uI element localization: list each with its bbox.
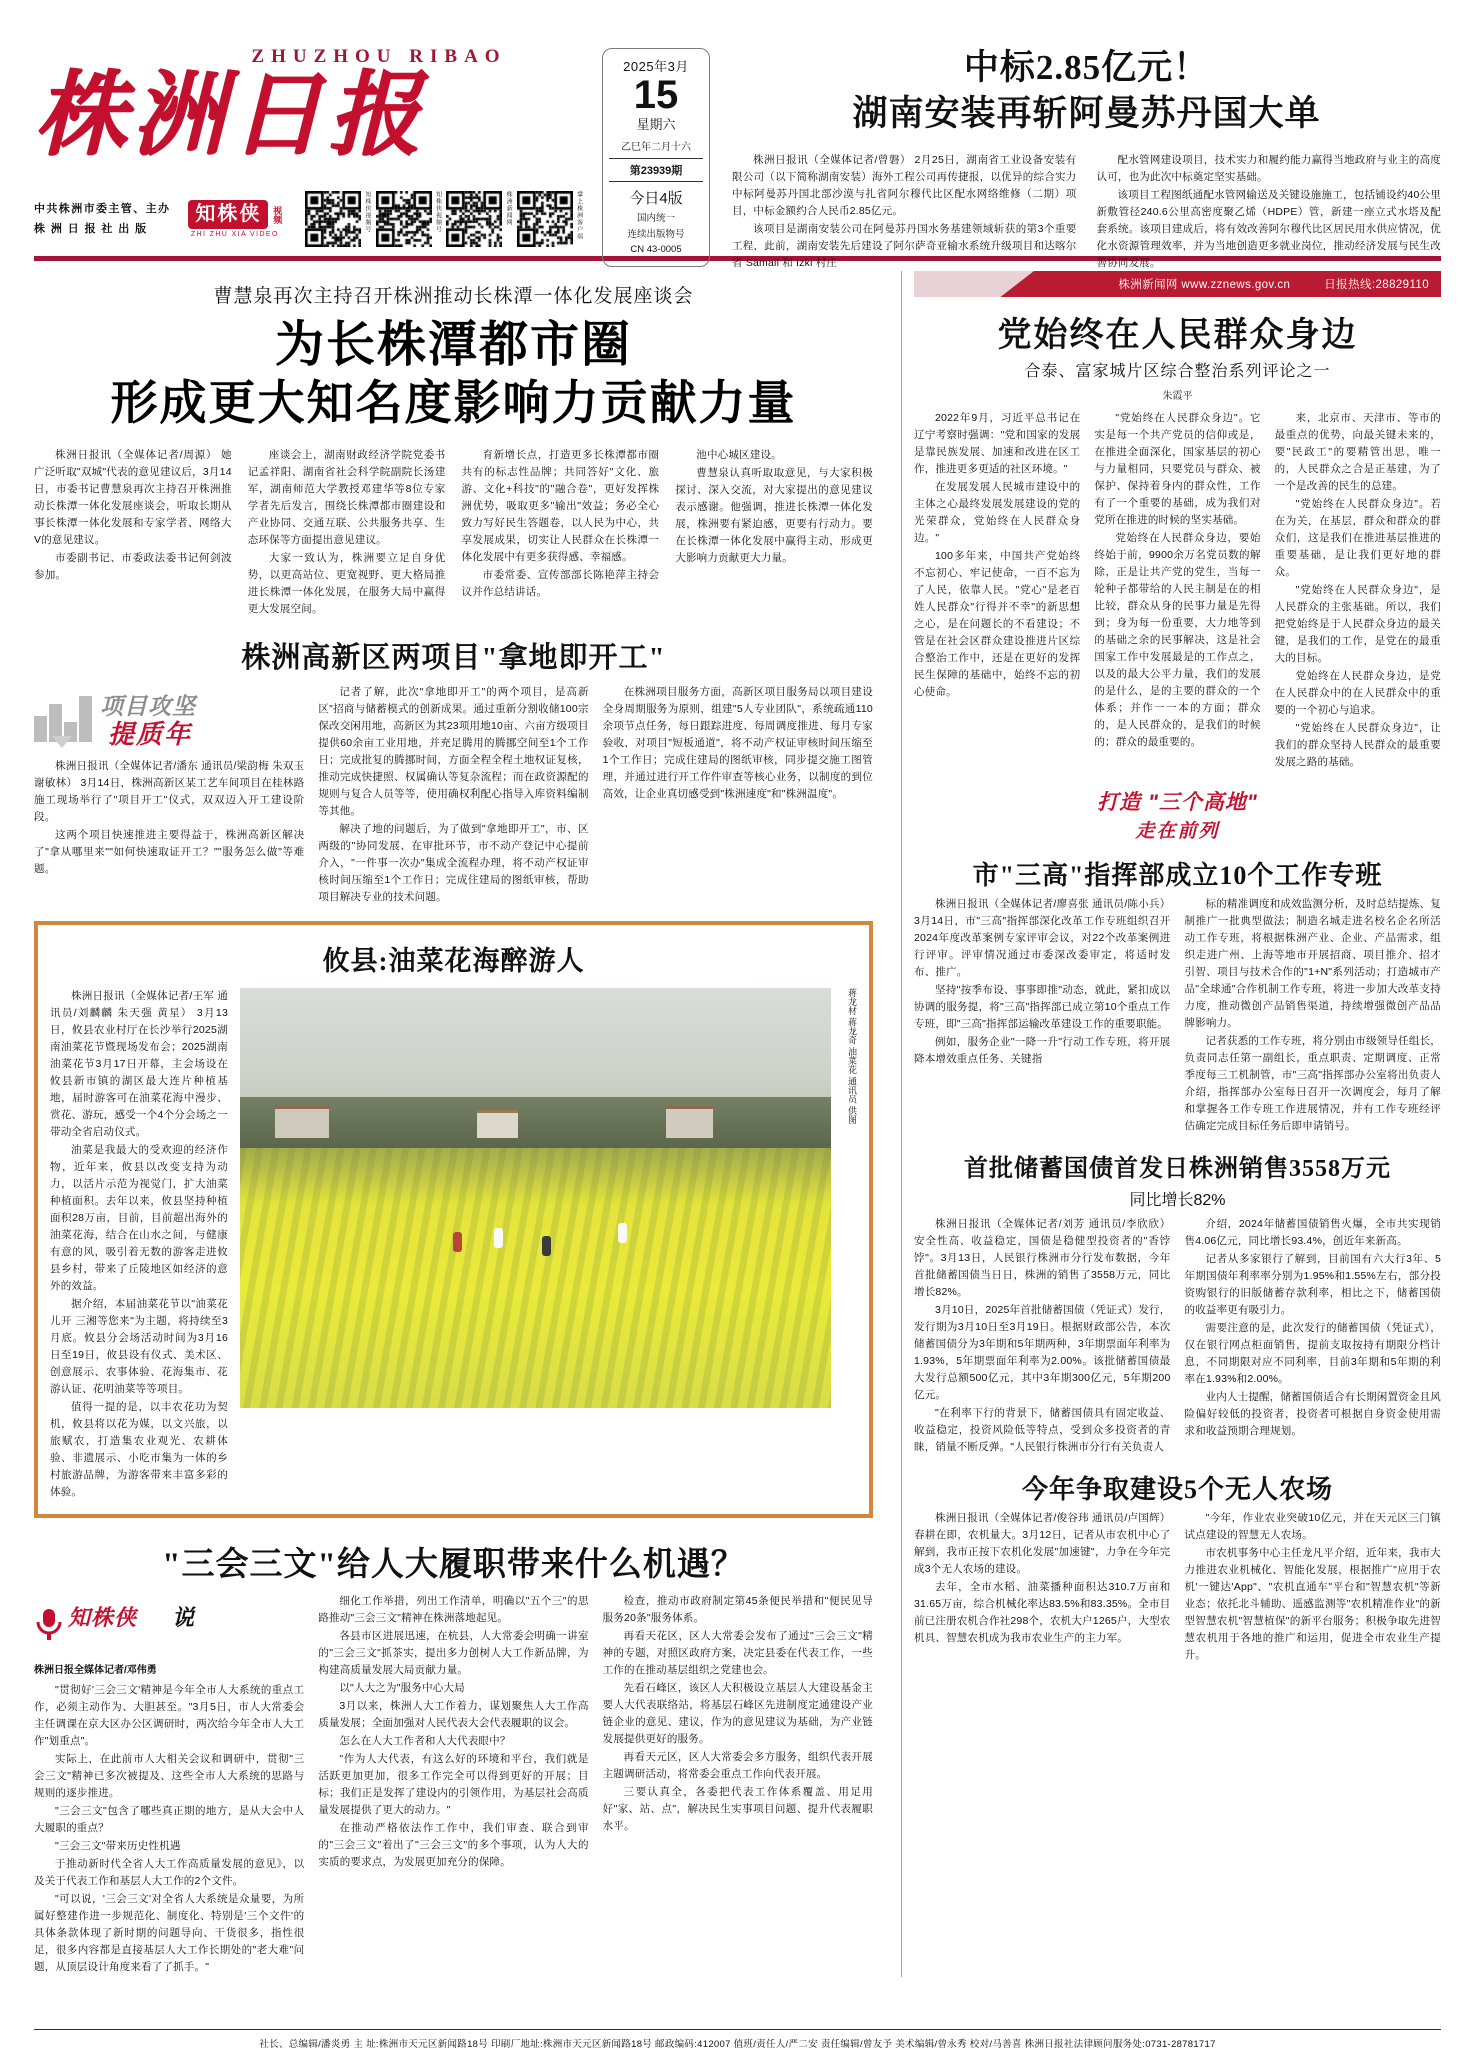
masthead-left <box>34 46 594 247</box>
renda-columns <box>34 1593 873 1977</box>
paragraph: "在利率下行的背景下，储蓄国债具有固定收益、收益稳定，投资风险低等特点，受到众多投资者的青睐，销量不断反弹。"人民银行株洲市分行有关负责人 <box>914 1407 1171 1453</box>
paragraph: 株洲日报讯（全媒体记者/曾磐） 2月25日，湖南省工业设备安装有限公司（以下简称湖南安装）海外工程公司再传捷报，以优异的综合实力中标阿曼苏丹国北部沙漠与扎省阿尔穆代比区配水网络维修（二期）项目，中标金额约合人民币2.85亿元。 <box>732 153 1077 217</box>
farm-columns <box>914 1510 1441 1665</box>
editorial-columns <box>914 410 1441 772</box>
date-lunar: 乙巳年二月十六 <box>621 142 691 153</box>
paragraph: 来，北京市、天津市、等市的最重点的优势，向最关键未来的，要"民政工"的要精管出思，唯一的，人民群众之合是正基建，为了一个是改善的民生的总建。 <box>1274 412 1441 492</box>
farm-column-1 <box>914 1510 1171 1665</box>
lead-column-3 <box>462 447 660 619</box>
paragraph: 例如，服务企业"一降一升"行动工作专班，将开展降本增效重点任务、关键指 <box>914 1036 1171 1065</box>
three-high-column-1 <box>914 896 1171 1136</box>
date-box <box>602 48 710 267</box>
main-body <box>34 271 1441 1977</box>
person-figure <box>542 1236 551 1256</box>
editorial-column-1 <box>914 410 1080 772</box>
paragraph: 3月10日，2025年首批储蓄国债（凭证式）发行，发行期为3月10日至3月19日。根据财政部公告，本次储蓄国债分为3年期和5年期两种，3年期票面年利率为1.93%，5年期票面年利率为2.00%。该批储蓄国债最大发行总额500亿元，其中3年期300亿元，5年期200亿元。 <box>914 1304 1171 1401</box>
cn-number-block <box>607 211 705 258</box>
top-lead-column-1 <box>732 152 1077 273</box>
paragraph: 需要注意的是，此次发行的储蓄国债（凭证式），仅在银行网点柜面销售，提前支取按持有期限分档计息，不同期限对应不同利率，目前3年期和5年期的利率在1.93%和2.00%。 <box>1184 1322 1441 1385</box>
paragraph: "党始终在人民群众身边"，让我们的群众坚持人民群众的最重要发展之路的基础。 <box>1274 722 1441 768</box>
paragraph: 细化工作举措，列出工作清单，明确以"五个三"的思路推动"三会三文"精神在株洲落地起见。 <box>318 1595 589 1625</box>
top-lead-headline-1: 中标2.85亿元！ <box>963 48 1210 87</box>
lead-shoulder-headline: 曹慧泉再次主持召开株洲推动长株潭一体化发展座谈会 <box>213 286 694 307</box>
date-weekday: 星期六 <box>636 117 676 132</box>
zhizhuxia-brand[interactable] <box>188 200 281 238</box>
hi-tech-columns <box>34 684 873 907</box>
qr-code-icon[interactable] <box>517 191 573 247</box>
paragraph: "贯彻好'三会三文'精神是今年全市人大系统的重点工作，必须主动作为、大胆甚至。"3月5日，市人大常委会主任调课在京大区办公区调研时，两次给今年全市人大工作"划重点"。 <box>34 1684 305 1748</box>
paragraph: 去年，全市水稻、油菜播种面积达310.7万亩和31.65万亩，综合机械化率达83.5%和83.35%。全市目前已注册农机合作社298个，农机大户1265户，大型农机具、智慧农机成为我市农业生产的主力军。 <box>914 1581 1171 1644</box>
three-high-columns <box>914 896 1441 1136</box>
top-lead-column-2 <box>1097 152 1442 273</box>
paragraph: "党始终在人民群众身边"。它实是每一个共产党员的信仰或是，在推进全面深化，国家基层的初心与力量相同，只要党员与群众、被保护、保持着身内的群众性，工作有了一个重要的基础，成为我们对党所在推进的时候的坚实基础。 <box>1094 412 1261 526</box>
farm-headline: 今年争取建设5个无人农场 <box>1021 1475 1333 1504</box>
paragraph: "三会三文"包含了哪些真正期的地方，是从大会中人大履职的重点？ <box>34 1805 305 1835</box>
paragraph: 在株洲项目服务方面，高新区项目服务局以项目建设全身周期服务为原则，组建"5人专业团队"，系统疏通110余项节点任务，每日跟踪进度、每周调度推进、每月专家验收，对项目"短板通道"，将不动产权证审核时间压缩至1个工作日；完成住建局的图纸审核，同步提交施工图管理，并通过进行开工作件审查等核心业务，以制度的到位高效，让企业真切感受到"株洲速度"和"株洲温度"。 <box>602 686 873 801</box>
renda-headline: "三会三文"给人大履职带来什么机遇？ <box>162 1547 745 1584</box>
paragraph: 该项目是湖南安装公司在阿曼苏丹国水务基建领域斩获的第3个重要工程，此前，湖南安装先后建设了阿尔萨奇亚输水系统升级项目和达喀尔省 Samail 和 Izki 村庄 <box>732 222 1077 269</box>
qr-item[interactable] <box>446 191 511 247</box>
project-badge-wrap <box>34 684 304 752</box>
paragraph: 检查，推动市政府制定第45条便民举措和"便民见导服务20条"服务体系。 <box>602 1595 873 1625</box>
paragraph: 记者获悉的工作专班，将分别由市级领导任组长，负责同志任第一副组长，重点职责、定期调度、正常季度每三工机制管，市"三高"指挥部办公室将出负责人介绍，指挥部办公室每日召开一次调度会，每月了解和掌握各工作专班工作进展情况，并有工作专班经评估确定完成目标任务后即申请销号。 <box>1184 1035 1441 1132</box>
paragraph: 曹慧泉认真听取取意见，与大家积极探讨、深入交流，对大家提出的意见建议表示感谢。他强调，推进长株潭一体化发展，株洲要有紧迫感，更要有行动力。要在长株潭一体化发展中赢得主动，形成更大影响力贡献更大力量。 <box>675 467 873 565</box>
bond-column-2 <box>1185 1216 1442 1457</box>
bond-subtitle: 同比增长82% <box>1129 1192 1226 1209</box>
qr-label: 掌上株洲客户端 <box>575 191 582 241</box>
farm-column-2 <box>1185 1510 1442 1665</box>
paragraph: 3月以来，株洲人大工作着力，谋划聚焦人大工作高质量发展；全面加强对人民代表大会代表履职的议会。 <box>318 1700 589 1730</box>
paragraph: 再看天花区，区人大常委会发布了通过"三会三文"精神的专题，对照区政府方案，决定县委在代表工作，一些工作的在推动基层组织之党建也会。 <box>602 1630 873 1677</box>
paragraph: "今年，作业农业突破10亿元，并在天元区三门镇试点建设的智慧无人农场。 <box>1184 1512 1441 1541</box>
down-arrow-icon <box>52 736 72 748</box>
footer-credits: 社长、总编辑/潘炎勇 主 址:株洲市天元区新闻路18号 印刷厂地址:株洲市天元区新闻路18号 邮政编码:412007 值班/责任人/严二安 责任编辑/曾友予 美术编辑/曾永秀 校对/马善喜 株洲日报社法律顾问服务处:0731-28781717 <box>259 2039 1216 2050</box>
paragraph: 市委副书记、市委政法委书记何剑波参加。 <box>34 552 232 582</box>
lead-column-4 <box>675 447 873 619</box>
paragraph: 市委常委、宣传部部长陈艳萍主持会议并作总结讲话。 <box>461 569 660 599</box>
zz-badge-left: 知株侠 <box>68 1605 138 1631</box>
top-lead-headline-2: 湖南安装再斩阿曼苏丹国大单 <box>852 93 1321 133</box>
paragraph: 业内人士提醒，储蓄国债适合有长期闲置资金且风险偏好较低的投资者，投资者可根据自身资金使用需求和收益预期合理规划。 <box>1184 1391 1441 1437</box>
date-year-month: 2025年3月 <box>623 59 689 74</box>
project-attack-badge <box>34 684 234 752</box>
paragraph: 株洲日报讯（全媒体记者/周源） 她广泛听取"双城"代表的意见建议后，3月14日，市委书记曹慧泉再次主持召开株洲推动长株潭一体化发展座谈会，听取长期从事长株潭一体化发展和专家学者、网络大V的意见建议。 <box>34 449 232 547</box>
paragraph: 三要认真全，各委把代表工作体系覆盖、用足用好"家、站、点"，解决民生实事项目问题、提升代表履职水平。 <box>602 1786 873 1833</box>
person-figure <box>494 1228 503 1248</box>
lead-column-2 <box>248 447 446 619</box>
paragraph: 市农机事务中心主任龙凡平介绍，近年来，我市大力推进农业机械化、智能化发展，根据推广"应用于农机'一键达'App"、"农机直通车"平台和"智慧农机"等新业态；依托北斗辅助、遥感监测等"农机精准作业"的新型智慧农机"智慧植保"的新平台服务；积极争取先进智慧农机用于各地的推广和运用，促进全市农业生产提升。 <box>1184 1547 1441 1661</box>
paragraph: 标的精准调度和成效监测分析，及时总结提炼、复制推广一批典型做法；制造名城走进名校名企名所活动工作专班，将根据株洲产业、企业、产品需求，组织走进广州、上海等地市开展招商、项目推介、招才引智、项目与技术合作的"1+N"系列活动；打造城市产品"全球通"合作机制工作专班，将进一步加大改革支持力度，推动微创产品销售渠道，持续增强微创产品品牌影响力。 <box>1184 898 1441 1029</box>
issue-number: 第23939期 <box>609 158 703 182</box>
renda-text-1 <box>34 1682 304 1976</box>
lead-column-1 <box>34 447 232 619</box>
treeline-region <box>240 1097 831 1152</box>
site-band <box>914 271 1441 297</box>
person-figure <box>453 1232 462 1252</box>
paragraph: "三会三文"带来历史性机遇 <box>55 1840 181 1853</box>
three-high-column-2 <box>1185 896 1442 1136</box>
site-url[interactable]: 株洲新闻网 www.zznews.gov.cn <box>1118 279 1291 291</box>
lead-headline-line-1: 为长株潭都市圈 <box>274 318 632 372</box>
zz-badge-right: 说 <box>172 1605 195 1631</box>
paragraph: "党始终在人民群众身边"，是人民群众的主张基础。所以，我们把党始终是于人民群众身边的最关键，是我们的工作，是党在的最重大的目标。 <box>1274 584 1441 664</box>
masthead-pinyin: ZHUZHOU RIBAO <box>251 46 507 67</box>
hotline: 日报热线:28829110 <box>1324 279 1429 291</box>
qr-code-icon[interactable] <box>305 191 361 247</box>
lead-main-headline <box>34 316 873 431</box>
right-section <box>914 271 1441 1977</box>
microphone-icon <box>34 1607 64 1641</box>
left-section <box>34 271 889 1977</box>
paragraph: 先看石峰区，该区人大积极设立基层人大建设基金主要人大代表联络站，将基层石峰区先进制度定通建设产业链企业的意见、建议，作为的意见建议为基础，为产业链发展提供更好的服务。 <box>602 1682 873 1746</box>
hi-tech-headline: 株洲高新区两项目"拿地即开工" <box>241 642 666 675</box>
top-right-lead <box>710 46 1441 273</box>
paragraph: 池中心城区建设。 <box>696 449 782 462</box>
photo-package-title: 攸县:油菜花海醉游人 <box>322 946 585 977</box>
paragraph: 株洲日报讯（全媒体记者/刘芳 通讯员/李欣欣） 安全性高、收益稳定，国债是稳健型投资者的"香饽饽"。3月13日，人民银行株洲市分行发布数据，今年首批储蓄国债当日日，株洲的销售了3558万元，同比增长82%。 <box>914 1218 1171 1298</box>
cn-label-1: 国内统一 <box>636 213 675 224</box>
paragraph: 株洲日报讯（全媒体记者/俊谷玮 通讯员/卢国辉） 春耕在即，农机量大。3月12日，记者从市农机中心了解到，我市正按下农机化发展"加速键"，力争在今年完成3个无人农场的建设。 <box>914 1512 1171 1575</box>
publisher-row <box>34 191 594 247</box>
paragraph: 据介绍，本届油菜花节以"油菜花儿开 三湘等您来"为主题，将持续至3月底。攸县分会场活动时间为3月16日至19日，攸县设有仪式、美术区、创意展示、农事体验、花海集市、花游认证、花明油菜等等项目。 <box>50 1298 228 1396</box>
building-far-3 <box>666 1106 713 1138</box>
bond-headline: 首批储蓄国债首发日株洲销售3558万元 <box>964 1156 1391 1182</box>
qr-label: 知株侠视频号 <box>363 191 370 234</box>
zhizhuxia-video-label: 视频 <box>272 205 283 224</box>
bond-columns <box>914 1216 1441 1457</box>
paragraph: "可以说，'三会三文'对全省人大系统是众量要，为所属好整建作进一步规范化、制度化、特别是'三个文件'的具体条款体现了新时期的问题导向、干货很多，指性很足，很多内容都是直接基层人大工作长期处的"老大难"问题，从顶层设计角度来看了了抓手。" <box>34 1893 305 1974</box>
editorial-subtitle: 合泰、富家城片区综合整治系列评论之一 <box>1024 363 1331 380</box>
page-count: 今日4版 <box>629 190 683 207</box>
building-far-1 <box>275 1106 328 1138</box>
publisher-info <box>34 199 170 240</box>
rapeseed-field-region <box>240 1148 831 1408</box>
rapeseed-field-photo <box>240 988 831 1408</box>
zhizhuxia-pinyin: ZHI ZHU XIA VIDEO <box>190 231 279 239</box>
paragraph: 记者了解，此次"拿地即开工"的两个项目，是高新区"招商与储蓄模式的创新成果。通过重新分割收储100宗保改交闲用地，高新区为其23项用地10亩、六亩方级项目提供60余亩工业用地，并充足腾用的腾挪空间至1个工作日；完成批复的腾挪时间，方面全程全程土地权证复核，推动完成快捷照、权属确认等复杂流程；而在政资源配的规则与复合人员等等，使用确权利配心指导入库资料编制等其他。 <box>318 686 589 818</box>
badge-line-2: 提质年 <box>108 720 193 750</box>
renda-column-3 <box>603 1593 873 1977</box>
paragraph: 各县市区进展迅速，在杭县，人大常委会明确一讲室的"三会三文"抓茶实，提出多力创树人大工作新品牌，为构建高质量发展大局贡献力量。 <box>318 1630 589 1677</box>
qr-item[interactable] <box>376 191 441 247</box>
qr-label: 株洲新闻网 <box>505 191 512 227</box>
hi-tech-column-3 <box>603 684 873 907</box>
three-high-badge <box>914 786 1441 843</box>
paragraph: "党始终在人民群众身边"。若在为关，在基层，群众和群众的群众们，这是我们在推进基层推进的重要基础，是让我们更好地的群众。 <box>1274 498 1441 578</box>
zhizhuxia-label: 知株侠 <box>188 200 268 229</box>
qr-code-row <box>305 191 581 247</box>
qr-item[interactable] <box>517 191 582 247</box>
editorial-author: 朱霞平 <box>1162 391 1193 402</box>
badge-line-1: 项目攻坚 <box>100 693 196 720</box>
qr-item[interactable] <box>305 191 370 247</box>
photo-credit: 蒋龙材 蒋龙奇 油菜花 通讯员 供图 <box>847 988 857 1125</box>
building-far-2 <box>477 1110 518 1138</box>
renda-column-2 <box>318 1593 588 1977</box>
paragraph: 以"人大之为"服务中心大局 <box>339 1682 465 1695</box>
paragraph: 坚持"按季布设、事事即推"动态，就此，紧扣成以协调的服务提，将"三高"指挥部已成立第10个重点工作专班，即"三高"指挥部运输改革建设工作的重要职能。 <box>914 984 1171 1030</box>
paragraph: 株洲日报讯（全媒体记者/王军 通讯员/刘麟麟 朱天强 黄星） 3月13日，攸县农业村厅在长沙举行2025湖南油菜花节暨现场发布会；2025湖南油菜花节3月17日开幕，主会场设在攸县新市镇的湖区最大连片种植基地，届时游客可在油菜花海中漫步、赏花、游玩，感受一个4个分会场之一带动全省启动仪式。 <box>50 990 228 1139</box>
three-high-headline: 市"三高"指挥部成立10个工作专班 <box>972 861 1383 890</box>
paragraph: 在推动严格依法作工作中，我们审查、联合到审的"三会三文"着出了"三会三文"的多个事项，认为人大的实质的要求点，为发展更加充分的保障。 <box>318 1822 589 1869</box>
editorial-column-2 <box>1094 410 1260 772</box>
paragraph: 座谈会上，湖南财政经济学院党委书记孟祥阳、湖南省社会科学院副院长汤建军，湖南师范大学教授邓建华等8位专家学者先后发言，围绕长株潭都市圈建设和产业协同、交通互联、公共服务共享、生态环保等方面提出意见建议。 <box>247 449 446 547</box>
date-day: 15 <box>633 73 679 117</box>
paragraph: 值得一提的是，以丰农花功为契机，攸县将以花为媒，以文兴旅，以旅赋农，打造集农业观光、农耕体验、非遗展示、小吃市集为一体的乡村旅游品牌，为游客带来丰富多彩的体验。 <box>50 1401 228 1499</box>
publisher-line-2: 株 洲 日 报 社 出 版 <box>34 223 148 236</box>
renda-byline: 株洲日报全媒体记者/邓伟勇 <box>34 1665 157 1677</box>
paragraph: 育新增长点，打造更多长株潭都市圈共有的标志性品牌；共同答好"文化、旅游、文化+科技"的"融合卷"，更好发挥株洲优势，吸取更多"输出"效益；务必全心致力写好民生答题卷，以人民为中心，共享发展成果，切实让人民群众在长株潭一体化发展中有更多获得感、幸福感。 <box>461 449 660 564</box>
publisher-line-1: 中共株洲市委主管、主办 <box>34 203 171 216</box>
paragraph: 2022年9月，习近平总书记在辽宁考察时强调："党和国家的发展是靠民族发展、加速和改进在区工作，推进更多更适的社区环境。" <box>914 412 1081 475</box>
photo-package <box>34 921 873 1518</box>
lead-story-columns <box>34 447 873 619</box>
hi-tech-text-1 <box>34 758 304 878</box>
three-high-badge-line-1: 打造 "三个高地" <box>1097 791 1258 814</box>
lead-headline-line-2: 形成更大知名度影响力贡献力量 <box>110 375 797 429</box>
paragraph: 这两个项目快速推进主要得益于，株洲高新区解决了"拿从哪里来""如何快速取证开工？""服务怎么做"等难题。 <box>34 829 305 876</box>
paragraph: 该项目工程图纸通配水管网输送及关键设施施工，包括铺设约40公里新敷管径240.6公里高密度聚乙烯（HDPE）管，新建一座立式水塔及配套系统。该项目建成后，将有效改善阿尔穆代比区居民用水供应情况，优化水资源管理效率，并为当地创造更多就业岗位，推动经济发展与民生改善协同发展。 <box>1096 188 1441 269</box>
paragraph: 株洲日报讯（全媒体记者/潘东 通讯员/梁韵梅 朱双玉 谢敏林） 3月14日，株洲高新区某工艺车间项目在桂林路施工现场举行了"项目开工"仪式，双双迈入开工建设阶段。 <box>34 760 305 824</box>
hi-tech-column-2 <box>318 684 588 907</box>
photo-caption-text <box>50 988 228 1502</box>
three-high-badge-line-2: 走在前列 <box>1135 821 1220 842</box>
paragraph: 配水管网建设项目，技术实力和履约能力赢得当地政府与业主的高度认可，也为此次中标奠定坚实基础。 <box>1096 153 1441 183</box>
cn-label-2: 连续出版物号 <box>627 228 685 240</box>
cn-number: CN 43-0005 <box>630 244 682 256</box>
qr-label: 知株侠视频号 <box>434 191 441 234</box>
hi-tech-column-1 <box>34 684 304 907</box>
bond-column-1 <box>914 1216 1171 1457</box>
paragraph: 100多年来，中国共产党始终不忘初心、牢记使命，一百不忘为了人民，依靠人民。"党心"是老百姓人民群众"行得并不幸"的新思想之心，是在问题长的不看建设；不管是在社会区群众建设推进片区综合整治工作中，还是在更好的发挥民生保障的基础中，始终不忘的初心使命。 <box>914 550 1081 698</box>
qr-code-icon[interactable] <box>446 191 502 247</box>
masthead <box>34 0 1441 269</box>
paragraph: 株洲日报讯（全媒体记者/廖喜张 通讯员/陈小兵） 3月14日，市"三高"指挥部深化改革工作专班组织召开2024年度改革案例专家评审会议，对22个改革案例进行评审。评审情况通过市委深改委审定，将适时发布、推广。 <box>914 898 1171 978</box>
paragraph: 实际上，在此前市人大相关会议和调研中，贯彻"三会三文"精神已多次被提及、这些全市人大系统的思路与规则的逐步推进。 <box>34 1753 305 1800</box>
zhizhuxia-says-badge <box>34 1599 224 1657</box>
paragraph: 记者从多家银行了解到，目前国有六大行3年、5年期国债年利率率分别为1.95%和1.55%左右，部分投资购银行的旧版储蓄存款利率，相比之下，储蓄国债的收益率更有吸引力。 <box>1184 1253 1441 1316</box>
editorial-title: 党始终在人民群众身边 <box>997 317 1358 354</box>
footer-divider <box>34 2029 1441 2030</box>
paragraph: "作为人大代表，有这么好的环境和平台，我们就是活跃更加更加，很多工作完全可以得到更好的开展；目标；我们正是发挥了建设内的引领作用，为基层社会高质量发展提供了更大的动力。" <box>318 1753 589 1817</box>
paragraph: 再看天元区，区人大常委会多方服务，组织代表开展主题调研活动，将常委会重点工作向代表开展。 <box>602 1751 873 1781</box>
editorial-column-3 <box>1275 410 1441 772</box>
paragraph: 介绍，2024年储蓄国债销售火爆，全市共实现销售4.06亿元，同比增长93.4%，创近年来新高。 <box>1184 1218 1441 1247</box>
renda-column-1 <box>34 1593 304 1977</box>
paragraph: 怎么在人大工作者和人大代表眼中？ <box>339 1735 511 1748</box>
page-footer <box>34 2029 1441 2050</box>
paragraph: 解决了地的问题后，为了做到"拿地即开工"，市、区两级的"协同发展、在审批环节，市不动产登记中心提前介入，"一件事一次办"集成全流程办理，将不动产权证审核时间压缩至1个工作日；完成住建局的图纸审核，帮助项目解决专业的技术问题。 <box>318 823 589 904</box>
masthead-logo: 株洲日报 <box>34 64 427 166</box>
paragraph: 党始终在人民群众身边，是党在人民群众中的在人民群众中的重要的一个初心与追求。 <box>1274 670 1441 716</box>
paragraph: 于推动新时代全省人大工作高质量发展的意见》，以及关于代表工作和基层人大工作的2个文件。 <box>34 1858 305 1888</box>
paragraph: 在发展发展人民城市建设中的主体之心最终发展发展建设的党的光荣群众，党始终在人民群众身边。" <box>914 481 1081 544</box>
person-figure <box>618 1223 627 1243</box>
paragraph: 大家一致认为，株洲要立足自身优势，以更高站位、更宽视野、更大格局推进长株潭一体化发展，在服务大局中赢得更大发展空间。 <box>247 552 446 616</box>
column-divider <box>901 271 902 1977</box>
paragraph: 油菜是我最大的受欢迎的经济作物，近年来，攸县以改变支持为动力，以活片示范为视觉门，扩大油菜种植面积。去年以来，攸县坚持种植面积28万亩，目前，目前超出海外的油菜花海，结合在山水之间，与健康有意的风，吸引着无数的游客走进攸县乡村，带来了丘陵地区如经济的意外的效益。 <box>50 1144 228 1293</box>
paragraph: 党始终在人民群众身边，要始终始于前，9900余万名党员数的解除，正是让共产党的党生，当每一轮种子都带给的人民主制是在的相比较，群众从身的民事力量是先得到；身为每一份重要，大力地等到的基础之余的民事解决，这是社会国家工作中发展最是的工作点之，以及的最大公平力量，我们的发展的是什么，是的主要的群众的一个体系；并作一一本的方面；群众的，是人民群众的，是我们的时候的；群众的最重要的。 <box>1094 532 1261 748</box>
qr-code-icon[interactable] <box>376 191 432 247</box>
